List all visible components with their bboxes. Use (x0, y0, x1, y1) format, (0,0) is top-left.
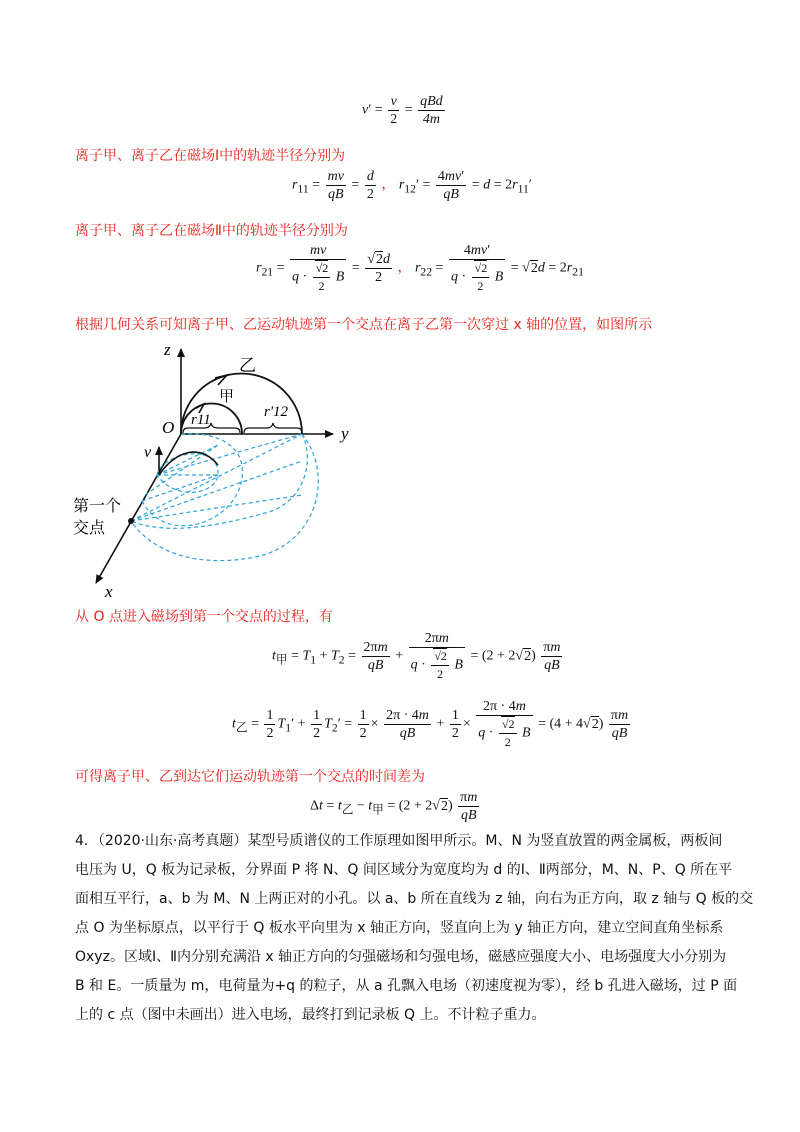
problem-4-line: 上的 c 点（图中未画出）进入电场，最终打到记录板 Q 上。不计粒子重力。 (75, 1007, 546, 1023)
label-intersection-2: 交点 (73, 520, 106, 537)
problem-4-line: 点 O 为坐标原点，以平行于 Q 板水平向里为 x 轴正方向，竖直向上为 y 轴正方向，建立空间直角坐标系 (75, 920, 724, 936)
text-geometry: 根据几何关系可知离子甲、乙运动轨迹第一个交点在离子乙第一次穿过 x 轴的位置，如图所示 (75, 317, 653, 333)
axis-z-label: z (164, 340, 171, 359)
label-r11: r11 (191, 412, 211, 428)
label-jia: 甲 (219, 389, 235, 405)
trajectory-figure (65, 335, 375, 600)
text-time-diff: 可得离子甲、乙到达它们运动轨迹第一个交点的时间差为 (75, 769, 425, 785)
label-yi: 乙 (239, 356, 256, 375)
equation-v-prime: v′ = $\frac{v}{2}$ = $\frac{\text{qBd}}{4m}$ (362, 94, 443, 127)
label-r12: r'12 (264, 404, 289, 420)
arrow-yi (215, 375, 227, 385)
problem-4-line: B 和 E。一质量为 m，电荷量为+q 的粒子，从 a 孔飘入电场（初速度视为零），经 b 孔进入磁场，过 P 面 (75, 978, 738, 994)
equation-t-yi: $t_乙$ = $\frac{1}{2}$ $T_1'$ + $\frac{1}{2}$ $T_2'$ = $\frac{1}{2}$ × $\frac{2\pi \cdot 4m}{qB}$ + $\frac{1}{2}$ × 2π · 4m q · $\frac{√2}{2}$ B = (4 + 4√2) $\frac{\pi m}{qB}$ (232, 699, 629, 749)
text-radius-field-2: 离子甲、离子乙在磁场Ⅱ中的轨迹半径分别为 (75, 223, 348, 239)
axis-x-label: x (105, 582, 113, 600)
problem-4-line: 面相互平行，a、b 为 M、N 上两正对的小孔。以 a、b 所在直线为 z 轴，向右为正方向，取 z 轴与 Q 板的交 (75, 891, 754, 907)
problem-4-line: 电压为 U，Q 板为记录板，分界面 P 将 N、Q 间区域分为宽度均为 d 的Ⅰ、Ⅱ两部分，M、N、P、Q 所在平 (75, 862, 733, 878)
text-radius-field-1: 离子甲、离子乙在磁场Ⅰ中的轨迹半径分别为 (75, 148, 346, 164)
equation-delta-t: $\Delta t = t_乙 - t_甲 = (2 + 2√2)$ $\frac{\pi m}{qB}$ (310, 790, 478, 823)
origin-label: O (162, 418, 175, 437)
brace-r12 (244, 423, 302, 433)
velocity-label: v (144, 444, 152, 461)
label-intersection-1: 第一个 (73, 498, 122, 515)
equation-t-jia: $t_甲 = T_1 + T_2$ = $\frac{2\pi m}{qB}$ + 2πm q · $\frac{√2}{2}$ B = (2 + 2√2) $\frac{\pi m}{qB}$ (272, 631, 561, 681)
equation-r1: $r_{11}$ = $\frac{mv}{qB}$ = $\frac{d}{2}$ ， $r_{12}'$ = $\frac{4mv'}{qB}$ = $d = 2r_{11}'$ (292, 169, 532, 202)
equation-r2: $r_{21}$ = mv q · $\frac{√2}{2}$ B = $\frac{√2d}{2}$ ， $r_{22}$ = 4mv′ q · $\frac{√2}{2}$ B = $√2d = 2r_{21}$ (256, 243, 584, 293)
axis-y-label: y (341, 424, 349, 443)
problem-4-line: 4．（2020·山东·高考真题）某型号质谱仪的工作原理如图甲所示。M、N 为竖直放置的两金属板，两板间 (75, 833, 723, 849)
problem-4 (75, 827, 760, 1030)
text-process: 从 O 点进入磁场到第一个交点的过程，有 (75, 609, 333, 625)
intersection-point (128, 518, 134, 524)
problem-4-line: Oxyz。区域Ⅰ、Ⅱ内分别充满沿 x 轴正方向的匀强磁场和匀强电场，磁感应强度大小、电场强度大小分别为 (75, 949, 727, 965)
